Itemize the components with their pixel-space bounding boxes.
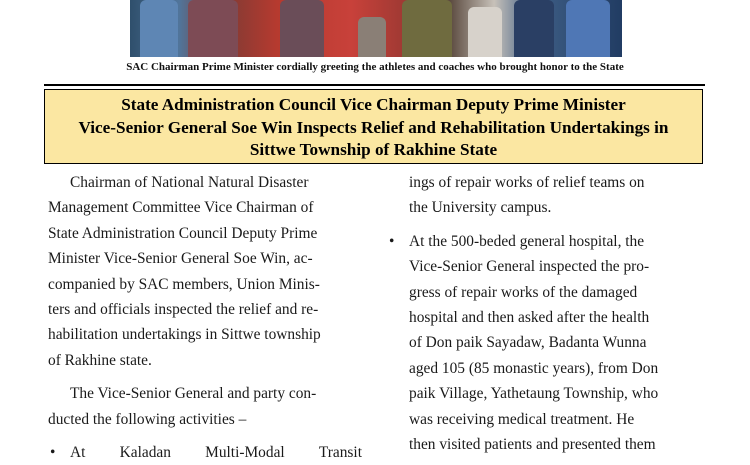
- headline-line: State Administration Council Vice Chairman Deputy Prime Minister: [121, 95, 626, 114]
- photo-caption: SAC Chairman Prime Minister cordially greeting the athletes and coaches who brought honor to the State: [126, 61, 624, 73]
- paragraph-line: Chairman of National Natural Disaster: [70, 174, 309, 191]
- photo-figure: [188, 0, 238, 57]
- paragraph-line: was receiving medical treatment. He: [409, 410, 635, 428]
- paragraph-line: Minister Vice-Senior General Soe Win, ac-: [48, 250, 313, 268]
- photo-figure: [468, 7, 502, 57]
- paragraph-line: Management Committee Vice Chairman of: [48, 199, 314, 217]
- paragraph-line: ings of repair works of relief teams on: [409, 174, 645, 191]
- headline-line: Sittwe Township of Rakhine State: [249, 140, 498, 159]
- paragraph-line: ters and officials inspected the relief and re-: [48, 301, 319, 319]
- bullet-icon: •: [50, 444, 56, 462]
- word: Multi-Modal: [205, 444, 285, 462]
- paragraph-line: At the 500-beded general hospital, the: [409, 232, 645, 250]
- paragraph-line: The Vice-Senior General and party con-: [70, 385, 317, 403]
- photo-figure: [358, 17, 386, 57]
- word: Kaladan: [119, 444, 171, 462]
- bullet-icon: •: [389, 232, 395, 250]
- news-photo: [130, 0, 622, 57]
- paragraph-line: habilitation undertakings in Sittwe township: [48, 326, 321, 344]
- paragraph-line: paik Village, Yathetaung Township, who: [409, 385, 659, 403]
- paragraph-line: Vice-Senior General inspected the pro-: [409, 258, 650, 276]
- photo-figure: [402, 0, 452, 57]
- divider: [44, 84, 705, 86]
- article-left-column: [48, 170, 362, 465]
- bullet-line: [70, 440, 362, 465]
- paragraph-line: of Don paik Sayadaw, Badanta Wunna: [409, 334, 647, 352]
- headline-box: [44, 89, 703, 164]
- word: At: [70, 444, 86, 462]
- photo-figure: [566, 0, 610, 57]
- photo-figure: [280, 0, 324, 57]
- article-right-column: [389, 170, 701, 457]
- paragraph-line: then visited patients and presented them: [409, 436, 656, 454]
- paragraph-line: the University campus.: [409, 199, 552, 217]
- paragraph-line: hospital and then asked after the health: [409, 309, 650, 327]
- paragraph-line: companied by SAC members, Union Minis-: [48, 275, 320, 293]
- bullet-item: [389, 229, 701, 458]
- headline-line: Vice-Senior General Soe Win Inspects Relief and Rehabilitation Undertakings in: [78, 117, 669, 137]
- photo-figure: [514, 0, 554, 57]
- paragraph-line: of Rakhine state.: [48, 351, 152, 369]
- paragraph-line: aged 105 (85 monastic years), from Don: [409, 359, 659, 377]
- paragraph-line: ducted the following activities –: [48, 410, 247, 428]
- word: Transit: [318, 444, 362, 462]
- paragraph-line: gress of repair works of the damaged: [409, 283, 638, 301]
- bullet-item: [50, 440, 362, 465]
- paragraph-line: State Administration Council Deputy Prime: [48, 224, 318, 242]
- photo-figure: [140, 0, 178, 57]
